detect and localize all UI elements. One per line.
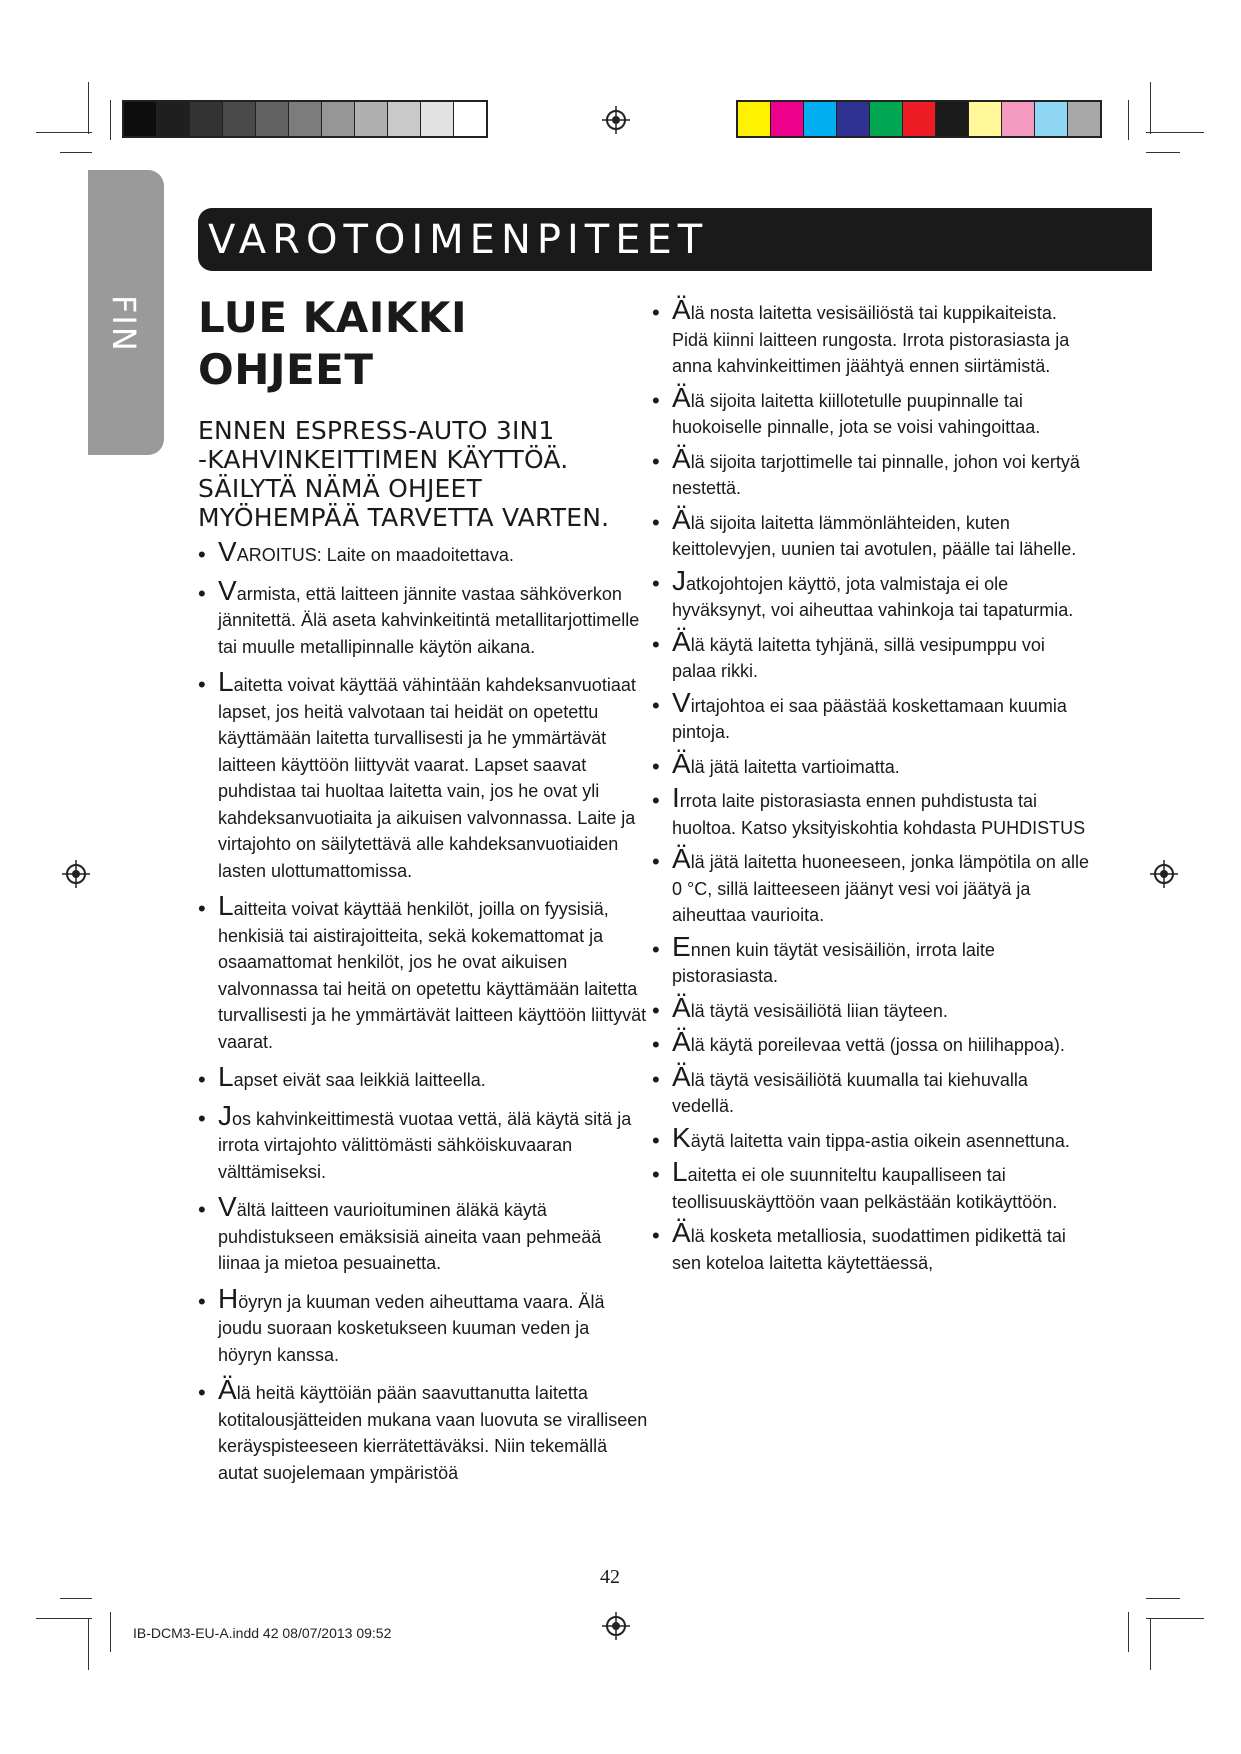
drop-initial: I xyxy=(672,782,680,813)
grayscale-bar xyxy=(122,100,488,138)
drop-initial: Ä xyxy=(672,1060,691,1092)
right-column xyxy=(652,294,1092,1284)
drop-initial: L xyxy=(218,890,234,921)
subheading-line: MYÖHEMPÄÄ TARVETTA VARTEN. xyxy=(198,503,610,532)
bullet-text: lä heitä käyttöiän pään saavuttanutta laitetta kotitalousjätteiden mukana vaan luovuta se viralliseen keräyspisteeseen kierrätettäväksi. Niin tekemällä autat suojelemaan ympäristöä xyxy=(218,1383,648,1483)
bullet-text: lä käytä laitetta tyhjänä, sillä vesipumppu voi palaa rikki. xyxy=(672,634,1045,681)
bullet-item xyxy=(198,536,648,569)
page-heading-line: OHJEET xyxy=(198,345,374,394)
color-swatch xyxy=(903,102,936,136)
drop-initial: Ä xyxy=(672,747,691,779)
drop-initial: Ä xyxy=(672,1026,691,1057)
crop-mark xyxy=(1150,82,1151,134)
color-swatch xyxy=(223,102,256,136)
bullet-text: armista, että laitteen jännite vastaa sähköverkon jännitettä. Älä aseta kahvinkeitintä metallitarjottimelle tai muulle metallipinnalle käytön aikana. xyxy=(218,583,640,657)
page-number: 42 xyxy=(600,1566,620,1588)
crop-mark xyxy=(110,100,111,140)
drop-initial: Ä xyxy=(672,1217,691,1248)
color-swatch xyxy=(969,102,1002,136)
bullet-item xyxy=(652,1156,1092,1215)
bullet-item xyxy=(652,294,1092,380)
drop-initial: V xyxy=(672,686,691,718)
bullet-text: lä kosketa metalliosia, suodattimen pidikettä tai sen koteloa laitetta käytettäessä, xyxy=(672,1226,1066,1273)
color-swatch xyxy=(190,102,223,136)
bullet-item xyxy=(198,1061,648,1094)
subheading-line: SÄILYTÄ NÄMÄ OHJEET xyxy=(198,474,483,503)
drop-initial: J xyxy=(218,1099,232,1131)
drop-initial: H xyxy=(218,1282,239,1314)
subheading-line: ENNEN ESPRESS-AUTO 3IN1 xyxy=(198,416,555,445)
registration-mark-icon xyxy=(602,1612,630,1640)
crop-mark xyxy=(110,1612,111,1652)
bullet-text: aitetta voivat käyttää vähintään kahdeksanvuotiaat lapset, jos heitä valvotaan tai heidät on opetettu käyttämään laitetta turvallisesti ja he ymmärtävät laitteen käyttöön liittyvät vaarat. Lapset saavat puhdistaa tai huoltaa laitetta vain, jos he ovat yli kahdeksanvuotiaita ja aikuisen valvonnassa. Laite ja virtajohto on säilytettävä alle kahdeksanvuotiaiden lasten ulottumattomissa. xyxy=(218,675,636,881)
bullet-text: öyryn ja kuuman veden aiheuttama vaara. Älä joudu suoraan kosketukseen kuuman veden ja höyryn kanssa. xyxy=(218,1291,605,1365)
page-subheading xyxy=(198,416,658,532)
bullet-text: lä jätä laitetta vartioimatta. xyxy=(690,756,900,777)
drop-initial: Ä xyxy=(672,991,691,1023)
bullet-text: ältä laitteen vaurioituminen äläkä käytä puhdistukseen emäksisiä aineita vaan pehmeää liinaa ja mietoa pesuainetta. xyxy=(218,1200,602,1273)
print-slug: IB-DCM3-EU-A.indd 42 08/07/2013 09:52 xyxy=(133,1625,392,1641)
bullet-text: AROITUS: Laite on maadoitettava. xyxy=(236,545,514,565)
language-tab-label: FIN xyxy=(105,295,143,353)
drop-initial: K xyxy=(672,1121,691,1153)
crop-mark xyxy=(1128,100,1129,140)
color-swatch xyxy=(804,102,837,136)
bullet-item xyxy=(652,503,1092,563)
color-bar xyxy=(736,100,1102,138)
page-heading-line: LUE KAIKKI xyxy=(198,293,468,342)
bullet-item xyxy=(198,666,648,884)
crop-mark xyxy=(1146,132,1204,133)
bullet-item xyxy=(652,930,1092,990)
subheading-line: -KAHVINKEITTIMEN KÄYTTÖÄ. xyxy=(198,445,569,474)
crop-mark xyxy=(36,132,92,133)
bullet-text: lä sijoita laitetta lämmönlähteiden, kuten keittolevyjen, uunien tai avotulen, päälle tai lähelle. xyxy=(672,512,1077,559)
drop-initial: Ä xyxy=(672,294,691,325)
color-swatch xyxy=(157,102,190,136)
bullet-text: lä sijoita tarjottimelle tai pinnalle, johon voi kertyä nestettä. xyxy=(672,451,1080,498)
crop-mark xyxy=(1146,152,1180,153)
drop-initial: L xyxy=(218,666,234,697)
crop-mark xyxy=(88,82,89,134)
bullet-item xyxy=(652,1060,1092,1120)
color-swatch xyxy=(870,102,903,136)
crop-mark xyxy=(36,1618,92,1619)
color-swatch xyxy=(388,102,421,136)
drop-initial: J xyxy=(672,564,686,596)
crop-mark xyxy=(1128,1612,1129,1652)
registration-mark-icon xyxy=(1150,860,1178,888)
color-swatch xyxy=(1035,102,1068,136)
drop-initial: L xyxy=(672,1156,688,1187)
bullet-item xyxy=(652,1121,1092,1155)
color-swatch xyxy=(322,102,355,136)
bullet-text: irtajohtoa ei saa päästää koskettamaan kuumia pintoja. xyxy=(672,695,1067,742)
drop-initial: V xyxy=(218,574,237,606)
bullet-text: aitetta ei ole suunniteltu kaupalliseen tai teollisuuskäyttöön vaan pelkästään kotikäyttöön. xyxy=(672,1165,1058,1212)
bullet-item xyxy=(652,686,1092,746)
crop-mark xyxy=(60,152,92,153)
color-swatch xyxy=(1002,102,1035,136)
bullet-item xyxy=(652,564,1092,624)
section-title: VAROTOIMENPITEET xyxy=(208,217,709,263)
bullet-item xyxy=(652,747,1092,781)
bullet-item xyxy=(652,442,1092,502)
color-swatch xyxy=(124,102,157,136)
bullet-text: lä käytä poreilevaa vettä (jossa on hiilihappoa). xyxy=(690,1035,1065,1055)
color-swatch xyxy=(355,102,388,136)
crop-mark xyxy=(60,1598,92,1599)
bullet-text: rrota laite pistorasiasta ennen puhdistusta tai huoltoa. Katso yksityiskohtia kohdasta PUHDISTUS xyxy=(672,791,1086,838)
bullet-item xyxy=(652,782,1092,841)
bullet-text: lä täytä vesisäiliötä liian täyteen. xyxy=(690,1000,948,1021)
bullet-text: apset eivät saa leikkiä laitteella. xyxy=(233,1070,486,1090)
bullet-item xyxy=(652,843,1092,929)
bullet-item xyxy=(198,890,648,1055)
color-swatch xyxy=(454,102,486,136)
bullet-text: os kahvinkeittimestä vuotaa vettä, älä käytä sitä ja irrota virtajohto välittömästi sähköiskuvaaran välttämiseksi. xyxy=(218,1108,632,1182)
bullet-text: atkojohtojen käyttö, jota valmistaja ei ole hyväksynyt, voi aiheuttaa vahinkoja tai tapaturmia. xyxy=(672,573,1074,620)
bullet-text: lä nosta laitetta vesisäiliöstä tai kuppikaiteista. Pidä kiinni laitteen rungosta. Irrota pistorasiasta ja anna kahvinkeittimen jäähtyä ennen siirtämistä. xyxy=(672,303,1070,376)
registration-mark-icon xyxy=(62,860,90,888)
crop-mark xyxy=(1146,1598,1180,1599)
crop-mark xyxy=(1150,1618,1151,1670)
color-swatch xyxy=(421,102,454,136)
color-swatch xyxy=(738,102,771,136)
drop-initial: L xyxy=(218,1061,234,1092)
bullet-item xyxy=(652,381,1092,441)
bullet-text: lä jätä laitetta huoneeseen, jonka lämpötila on alle 0 °C, sillä laitteeseen jäänyt vesi voi jäätyä ja aiheuttaa vaurioita. xyxy=(672,852,1089,925)
registration-mark-icon xyxy=(602,106,630,134)
bullet-text: lä täytä vesisäiliötä kuumalla tai kiehuvalla vedellä. xyxy=(672,1069,1028,1116)
bullet-item xyxy=(198,1282,648,1369)
bullet-item xyxy=(652,625,1092,685)
bullet-text: äytä laitetta vain tippa-astia oikein asennettuna. xyxy=(690,1130,1070,1151)
bullet-item xyxy=(652,1026,1092,1059)
drop-initial: Ä xyxy=(672,503,691,535)
color-swatch xyxy=(771,102,804,136)
drop-initial: Ä xyxy=(672,843,691,874)
color-swatch xyxy=(1068,102,1100,136)
bullet-item xyxy=(198,1191,648,1277)
drop-initial: E xyxy=(672,930,691,962)
drop-initial: Ä xyxy=(672,442,691,474)
color-swatch xyxy=(289,102,322,136)
bullet-text: aitteita voivat käyttää henkilöt, joilla on fyysisiä, henkisiä tai aistirajoitteita, sekä kokemattomat ja osaamattomat henkilöt, jos he ovat aikuisen valvonnassa tai heitä on opetettu käyttämään laitetta turvallisesti ja he ymmärtävät laitteen käyttöön liittyvät vaarat. xyxy=(218,899,647,1052)
bullet-item xyxy=(198,1099,648,1186)
bullet-text: lä sijoita laitetta kiillotetulle puupinnalle tai huokoiselle pinnalle, jota se voisi vahingoittaa. xyxy=(672,390,1041,437)
drop-initial: Ä xyxy=(672,625,691,657)
color-swatch xyxy=(256,102,289,136)
bullet-item xyxy=(652,1217,1092,1276)
left-column xyxy=(198,536,648,1498)
drop-initial: Ä xyxy=(672,381,691,413)
color-swatch xyxy=(936,102,969,136)
bullet-item xyxy=(652,991,1092,1025)
drop-initial: V xyxy=(218,536,237,567)
crop-mark xyxy=(1146,1618,1204,1619)
drop-initial: Ä xyxy=(218,1374,237,1405)
crop-mark xyxy=(88,1618,89,1670)
page-heading xyxy=(198,292,638,396)
drop-initial: V xyxy=(218,1191,237,1222)
color-swatch xyxy=(837,102,870,136)
bullet-text: nnen kuin täytät vesisäiliön, irrota laite pistorasiasta. xyxy=(672,939,995,986)
bullet-item xyxy=(198,1374,648,1486)
bullet-item xyxy=(198,574,648,661)
